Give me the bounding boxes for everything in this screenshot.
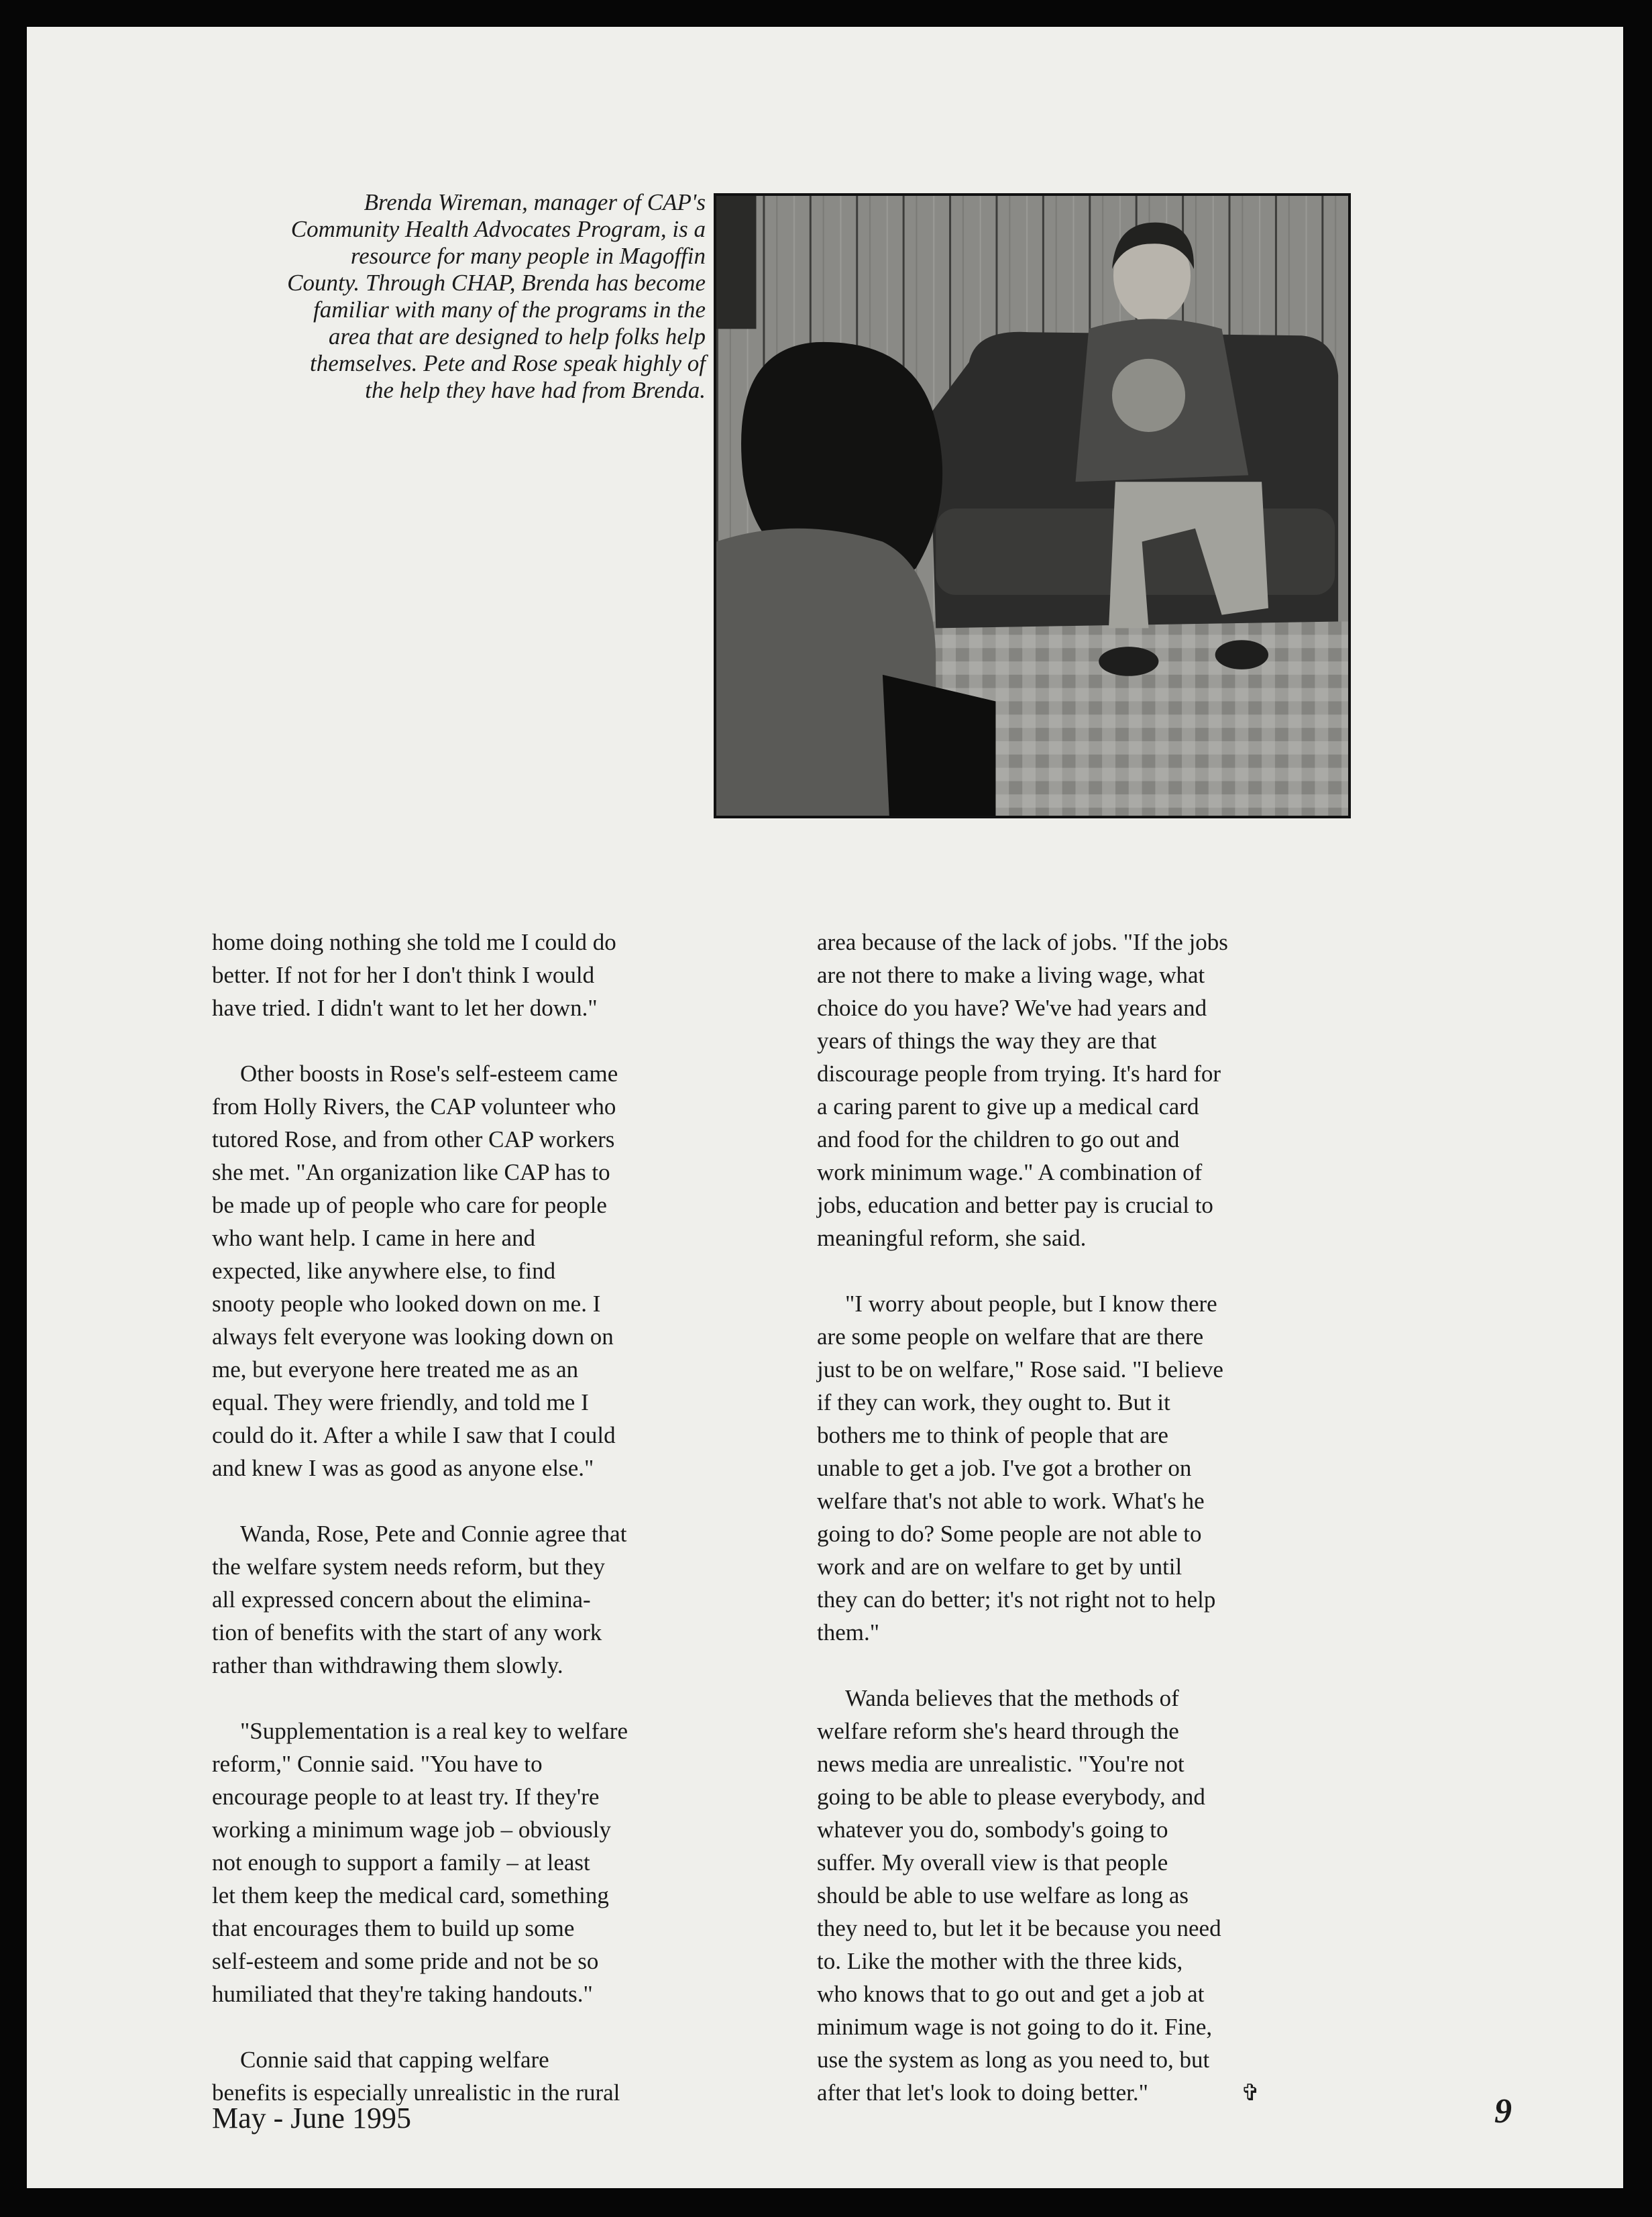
paragraph: "Supplementation is a real key to welfare reform," Connie said. "You have to encourage people to at least try. If they're working a minimum wage job – obviously not enough to support a family – at least let them keep the medical card, something that encourages them to build up some self-esteem and some pride and not be so humiliated that they're taking handouts." — [212, 1718, 628, 2007]
left-column — [212, 926, 735, 2109]
paragraph-with-end-mark — [817, 1682, 1340, 2110]
paragraph: area because of the lack of jobs. "If the jobs are not there to make a living wage, what choice do you have? We've had years and years of things the way they are that discourage people from trying. It's hard for a caring parent to give up a medical card and food for the children to go out and work minimum wage." A combination of jobs, education and better pay is crucial to meaningful reform, she said. — [817, 929, 1228, 1251]
paragraph: "I worry about people, but I know there are some people on welfare that are there just to be on welfare," Rose said. "I believe if they can work, they ought to. But it bothers me to think of people that are unable to get a job. I've got a brother on welfare that's not able to work. What's he going to do? Some people are not able to work and are on welfare to get by until they can do better; it's not right not to help them." — [817, 1291, 1223, 1645]
right-column — [817, 926, 1340, 2110]
paragraph: Wanda, Rose, Pete and Connie agree that the welfare system needs reform, but they all expressed concern about the elimina- tion of benefits with the start of any work rather than withdrawing them slowly. — [212, 1521, 627, 1678]
photo — [714, 193, 1351, 818]
paragraph: Other boosts in Rose's self-esteem came from Holly Rivers, the CAP volunteer who tutored Rose, and from other CAP workers she met. "An organization like CAP has to be made up of people who care for people who want help. I came in here and expected, like anywhere else, to find snooty people who looked down on me. I always felt everyone was looking down on me, but everyone here treated me as an equal. They were friendly, and told me I could do it. After a while I saw that I could and knew I was as good as anyone else." — [212, 1061, 618, 1481]
magazine-page — [27, 27, 1623, 2188]
photo-caption: Brenda Wireman, manager of CAP's Community Health Advocates Program, is a resource for many people in Magoffin County. Through CHAP, Brenda has become familiar with many of the programs in the area that are designed to help folks help themselves. Pete and Rose speak highly of the help they have had from Brenda. — [287, 189, 706, 403]
wall-frame — [716, 196, 756, 329]
sweater-motif — [1112, 359, 1185, 432]
page-number: 9 — [1494, 2092, 1512, 2130]
issue-date: May - June 1995 — [212, 2102, 411, 2134]
paragraph: home doing nothing she told me I could do better. If not for her I don't think I would have tried. I didn't want to let her down." — [212, 929, 616, 1021]
shoe-left — [1099, 647, 1158, 676]
paragraph: Connie said that capping welfare benefits is especially unrealistic in the rural — [212, 2047, 620, 2106]
paragraph: Wanda believes that the methods of welfare reform she's heard through the news media are unrealistic. "You're not going to be able to please everybody, and whatever you do, sombody's going to suffer. My overall view is that people should be able to use welfare as long as they need to, but let it be because you need to. Like the mother with the three kids, who knows that to go out and get a job at minimum wage is not going to do it. Fine, use the system as long as you need to, but after that let's look to doing better." — [817, 1685, 1221, 2106]
shoe-right — [1215, 640, 1268, 669]
end-of-article-icon: ✞ — [1240, 2081, 1260, 2106]
photo-illustration — [716, 196, 1348, 816]
